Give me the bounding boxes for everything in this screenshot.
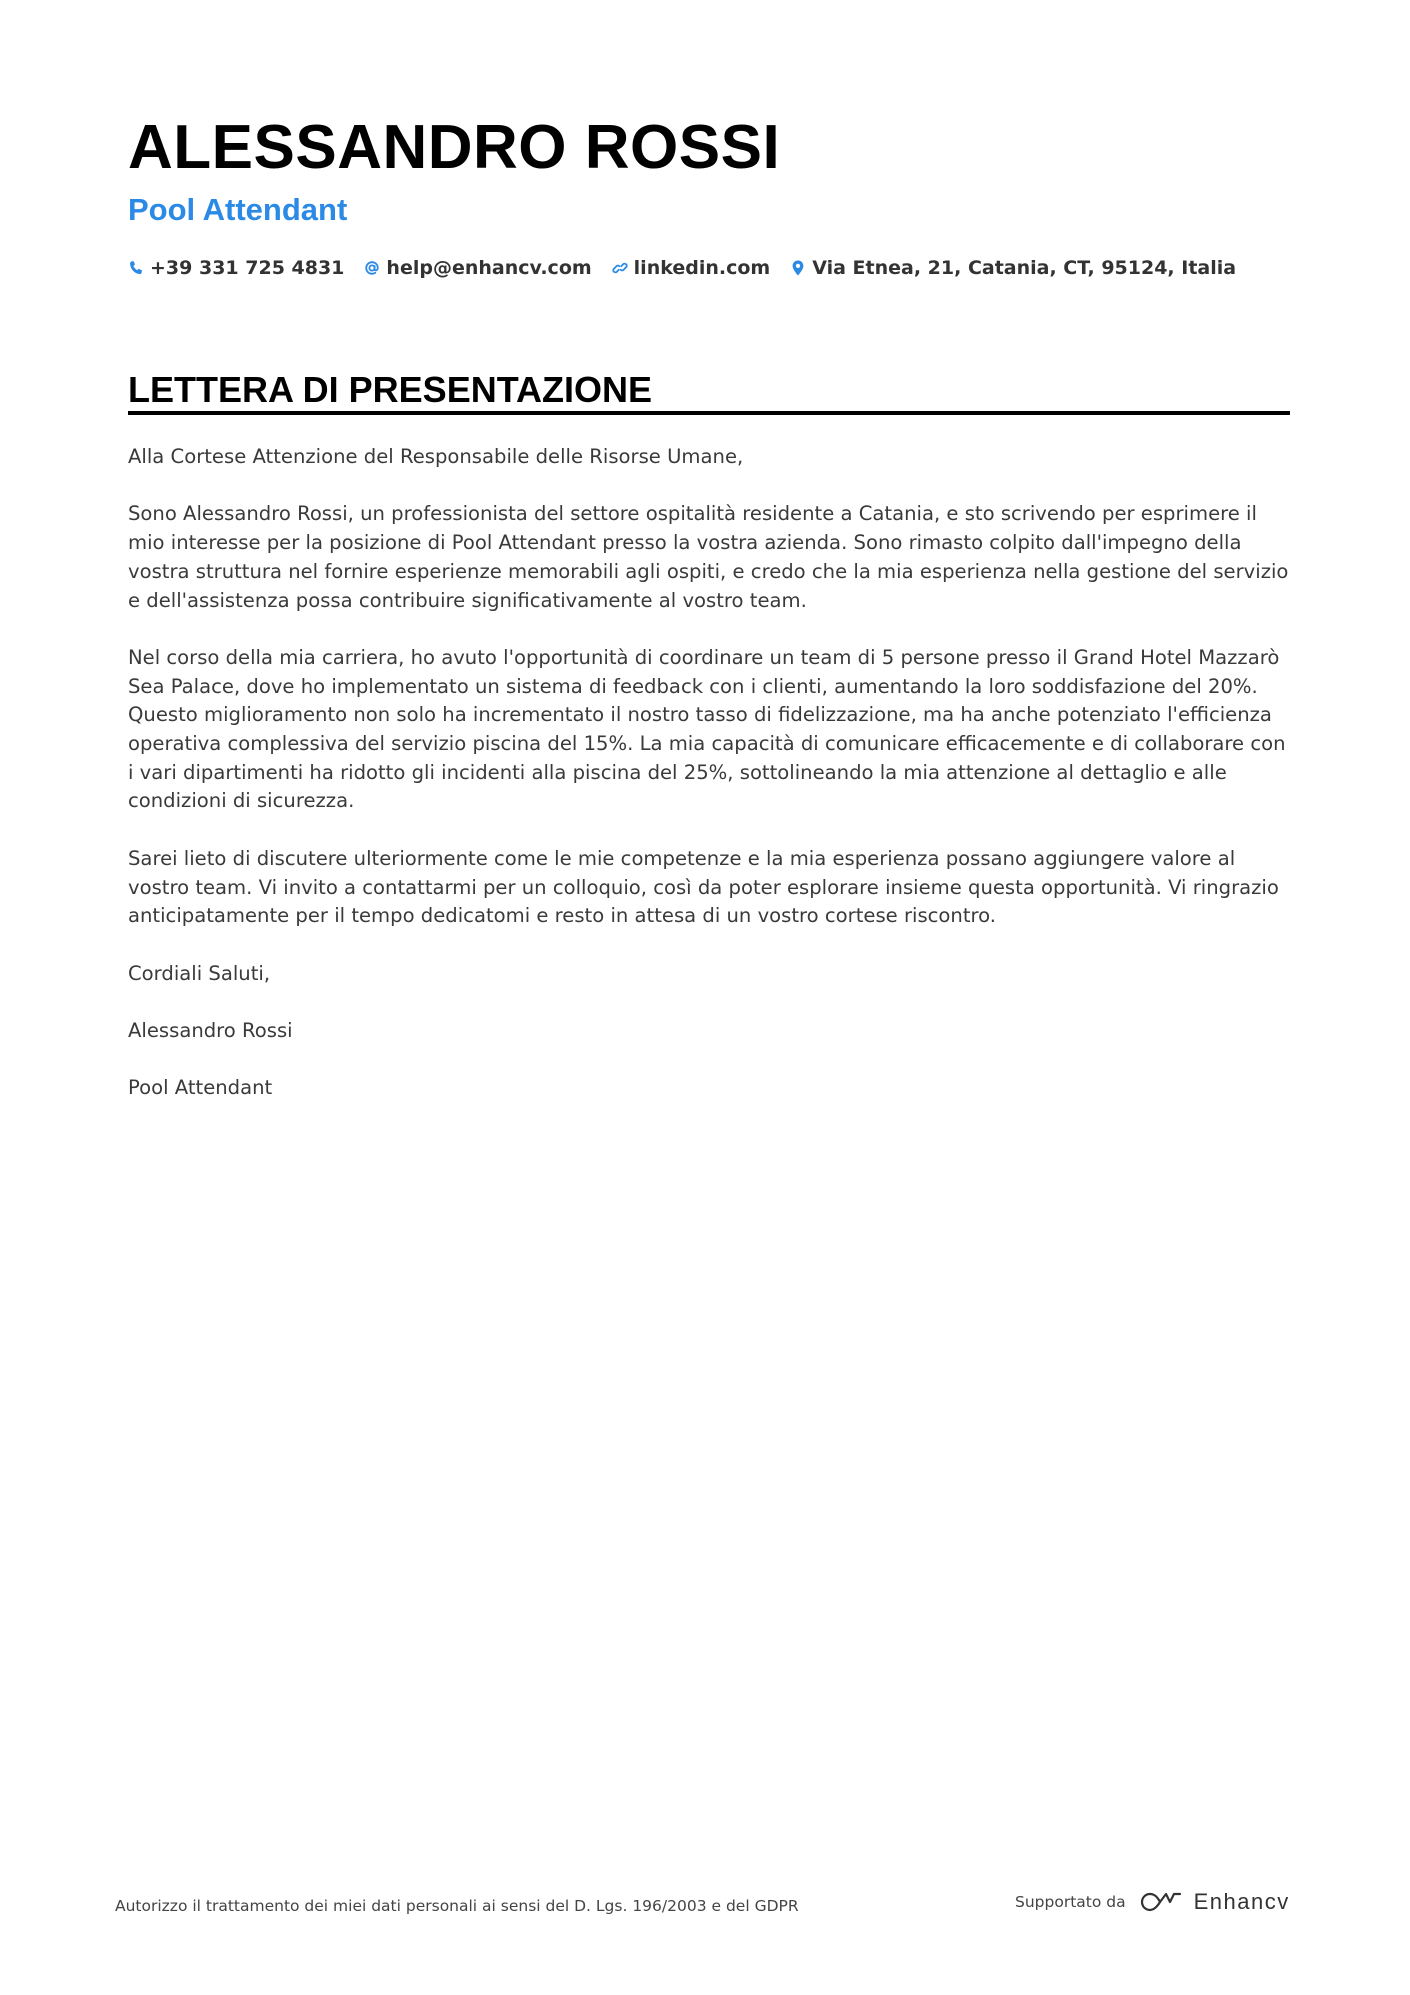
powered-by-label: Supportato da <box>1015 1893 1126 1911</box>
contact-phone-text: +39 331 725 4831 <box>150 257 345 279</box>
enhancv-logo-icon <box>1138 1889 1184 1915</box>
contact-location <box>790 257 1236 279</box>
candidate-name: ALESSANDRO ROSSI <box>128 113 781 182</box>
phone-icon <box>128 259 144 277</box>
contact-linkedin-text: linkedin.com <box>633 257 771 279</box>
section-divider <box>128 411 1290 415</box>
contact-email-text: help@enhancv.com <box>386 257 592 279</box>
letter-paragraph: Nel corso della mia carriera, ho avuto l'opportunità di coordinare un team di 5 persone presso il Grand Hotel Mazzarò Sea Palace, dove ho implementato un sistema di feedback con i clienti, aumentando la loro soddisfazione del 20%. Questo miglioramento non solo ha incrementato il nostro tasso di fidelizzazione, ma ha anche potenziato l'efficienza operativa complessiva del servizio piscina del 15%. La mia capacità di comunicare efficacemente e di collaborare con i vari dipartimenti ha ridotto gli incidenti alla piscina del 25%, sottolineando la mia attenzione al dettaglio e alle condizioni di sicurezza. <box>128 645 1286 813</box>
contact-linkedin[interactable] <box>612 257 771 279</box>
powered-by[interactable] <box>1015 1882 1290 1922</box>
letter-body <box>128 443 1290 1132</box>
link-icon <box>612 259 628 277</box>
contact-phone <box>128 257 344 279</box>
privacy-consent: Autorizzo il trattamento dei miei dati personali ai sensi del D. Lgs. 196/2003 e del GDPR <box>115 1897 799 1915</box>
letter-salutation: Alla Cortese Attenzione del Responsabile delle Risorse Umane, <box>128 445 744 468</box>
enhancv-brand-name: Enhancv <box>1193 1889 1290 1914</box>
contact-bar <box>128 252 1256 284</box>
candidate-role: Pool Attendant <box>128 192 348 227</box>
signature-role: Pool Attendant <box>128 1076 273 1100</box>
at-icon <box>364 259 380 277</box>
section-title: LETTERA DI PRESENTAZIONE <box>128 369 653 410</box>
contact-email[interactable] <box>364 257 591 279</box>
letter-closing: Cordiali Saluti, <box>128 961 271 985</box>
map-pin-icon <box>790 259 806 277</box>
signature-name: Alessandro Rossi <box>128 1018 293 1042</box>
letter-paragraph: Sarei lieto di discutere ulteriormente come le mie competenze e la mia esperienza possano aggiungere valore al vostro team. Vi invito a contattarmi per un colloquio, così da poter esplorare insieme questa opportunità. Vi ringrazio anticipatamente per il tempo dedicatomi e resto in attesa di un vostro cortese riscontro. <box>128 846 1279 928</box>
contact-location-text: Via Etnea, 21, Catania, CT, 95124, Italia <box>812 257 1237 279</box>
letter-paragraph: Sono Alessandro Rossi, un professionista del settore ospitalità residente a Catania, e sto scrivendo per esprimere il mio interesse per la posizione di Pool Attendant presso la vostra azienda. Sono rimasto colpito dall'impegno della vostra struttura nel fornire esperienze memorabili agli ospiti, e credo che la mia esperienza nella gestione del servizio e dell'assistenza possa contribuire significativamente al vostro team. <box>128 502 1289 612</box>
